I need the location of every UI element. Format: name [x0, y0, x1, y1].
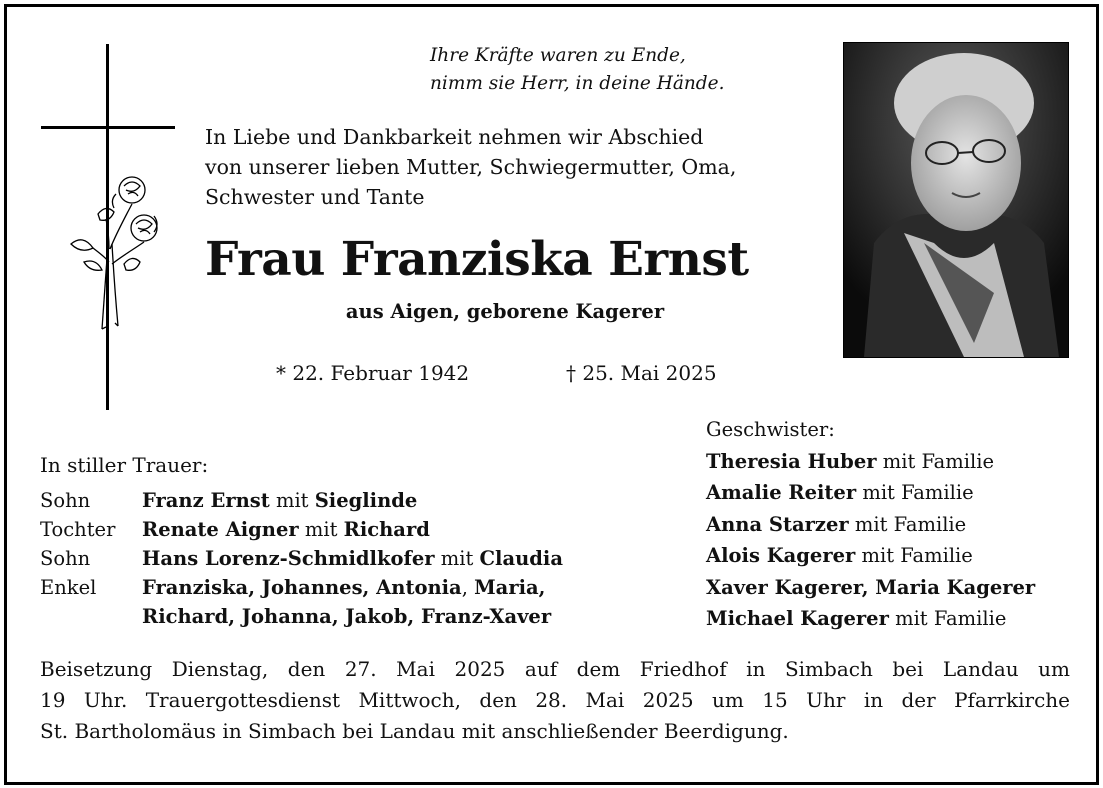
list-item	[706, 446, 1035, 478]
list-item	[40, 573, 563, 602]
sibling-name: Alois Kagerer	[706, 544, 856, 567]
sibling-name: Amalie Reiter	[706, 481, 857, 504]
verse	[430, 42, 724, 98]
sibling-name: Anna Starzer	[706, 512, 849, 536]
partner-name: Maria,	[474, 576, 546, 599]
separator-text: ,	[461, 576, 475, 599]
list-item	[40, 602, 563, 631]
portrait-photo	[843, 42, 1069, 358]
list-item	[706, 477, 1035, 509]
list-item	[40, 544, 563, 573]
mourner-name: Richard, Johanna, Jakob, Franz-Xaver	[142, 605, 552, 628]
footer-line-3: St. Bartholomäus in Simbach bei Landau mit anschließender Beerdigung.	[40, 719, 789, 743]
verse-line-2: nimm sie Herr, in deine Hände.	[430, 73, 725, 94]
sibling-name: Theresia Huber	[706, 449, 877, 473]
siblings-heading: Geschwister:	[706, 418, 835, 441]
intro-line-3: Schwester und Tante	[205, 185, 425, 209]
partner-name: Richard	[343, 518, 430, 541]
mit-text: mit	[434, 547, 480, 570]
deceased-name: Frau Franziska Ernst	[205, 232, 749, 287]
verse-line-1: Ihre Kräfte waren zu Ende,	[430, 45, 686, 66]
relation-label: Sohn	[40, 547, 91, 570]
sibling-suffix: mit Familie	[856, 481, 974, 504]
mourners-heading: In stiller Trauer:	[40, 453, 209, 477]
intro-text	[205, 122, 815, 212]
siblings-list	[706, 414, 1035, 635]
death-date: † 25. Mai 2025	[566, 361, 717, 385]
footer-line-2: 19 Uhr. Trauergottesdienst Mittwoch, den 28. Mai 2025 um 15 Uhr in der Pfarrkirche	[40, 688, 1070, 712]
relation-label: Sohn	[40, 489, 91, 512]
mit-text: mit	[298, 518, 344, 541]
list-item	[706, 509, 1035, 541]
mit-text: mit	[269, 489, 315, 512]
intro-line-2: von unserer lieben Mutter, Schwiegermutter, Oma,	[205, 155, 737, 179]
list-item	[706, 572, 1035, 604]
partner-name: Sieglinde	[314, 489, 418, 512]
list-item	[706, 540, 1035, 572]
sibling-suffix: mit Familie	[888, 607, 1007, 630]
funeral-details	[40, 654, 1070, 747]
sibling-suffix: mit Familie	[848, 512, 967, 536]
mourner-name: Franziska, Johannes, Antonia	[142, 576, 462, 599]
mourner-name: Franz Ernst	[142, 489, 270, 512]
deceased-origin: aus Aigen, geborene Kagerer	[345, 300, 665, 323]
sibling-suffix: mit Familie	[876, 449, 995, 473]
relation-label: Tochter	[40, 518, 116, 541]
list-item	[40, 515, 563, 544]
sibling-name: Xaver Kagerer, Maria Kagerer	[706, 575, 1036, 599]
relation-label	[40, 602, 142, 631]
footer-line-1: Beisetzung Dienstag, den 27. Mai 2025 auf dem Friedhof in Simbach bei Landau um	[40, 657, 1070, 681]
birth-date: * 22. Februar 1942	[276, 361, 470, 385]
sibling-suffix: mit Familie	[855, 544, 973, 567]
intro-line-1: In Liebe und Dankbarkeit nehmen wir Abschied	[205, 125, 704, 149]
sibling-name: Michael Kagerer	[706, 607, 889, 630]
mourner-name: Renate Aigner	[142, 518, 299, 541]
cross-with-roses-icon	[36, 44, 186, 414]
mourner-name: Hans Lorenz-Schmidlkofer	[142, 547, 435, 570]
partner-name: Claudia	[479, 547, 563, 570]
list-item	[40, 486, 563, 515]
list-item	[706, 603, 1035, 635]
relation-label: Enkel	[40, 576, 97, 599]
mourners-list	[40, 486, 563, 631]
